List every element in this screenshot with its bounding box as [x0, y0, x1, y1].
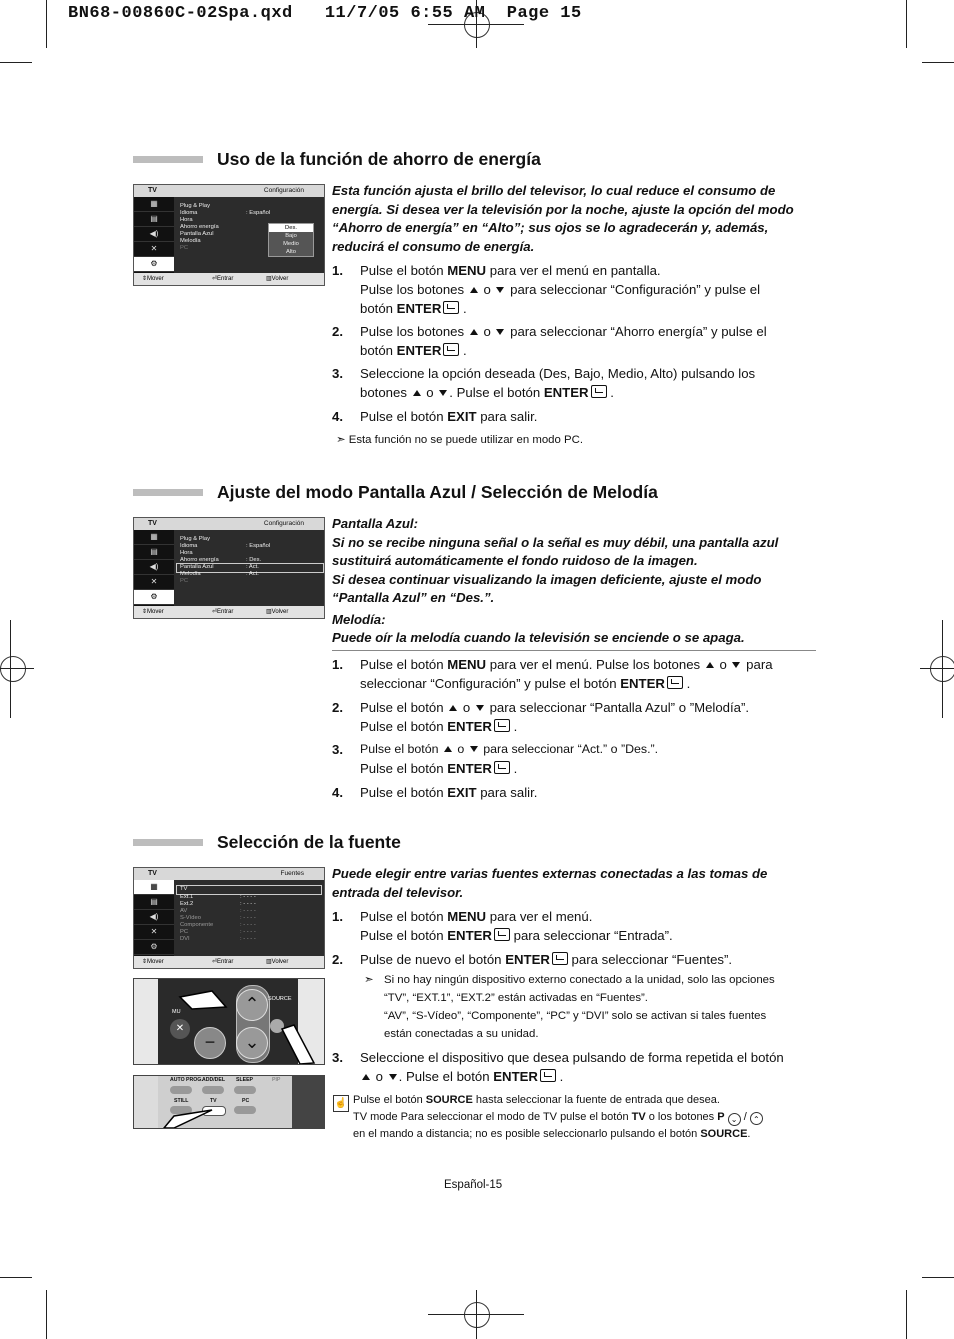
step-4: 4. Pulse el botón EXIT para salir. [332, 785, 538, 800]
menu-heading: Configuración [263, 187, 304, 194]
crop-mark [0, 62, 32, 63]
up-arrow-icon [706, 662, 714, 668]
crop-mark [922, 62, 954, 63]
add-del-label: ADD/DEL [202, 1077, 226, 1083]
menu-row: Componente [180, 922, 214, 928]
down-arrow-icon [496, 287, 504, 293]
page-footer: Español-15 [444, 1179, 503, 1191]
menu-row: S-Vídeo [180, 915, 201, 921]
input-icon: ▦ [134, 880, 174, 895]
menu-value: : - - - - [240, 936, 256, 942]
menu-row: PC [180, 578, 189, 584]
menu-value: : - - - - [240, 929, 256, 935]
step-2: 2. Pulse el botón o para seleccionar “Pantalla Azul” o ”Melodía”. Pulse el botón ENTER . [332, 700, 750, 734]
menu-sidebar [134, 197, 174, 273]
auto-prog-label: AUTO PROG. [170, 1077, 203, 1083]
divider [332, 650, 816, 651]
step-4: 4. Pulse el botón EXIT para salir. [332, 409, 538, 424]
menu-row: PC [180, 929, 189, 935]
pointer-arrows [134, 979, 324, 1064]
menu-row: Ahorro energía [180, 224, 219, 230]
menu-value: : Act. [246, 571, 259, 577]
step-1: 1. Pulse el botón MENU para ver el menú. Pulse los botones o para seleccionar “Configuración” y pulse el botón ENTER . [332, 657, 773, 691]
crop-mark [922, 1277, 954, 1278]
step-2: 2. Pulse de nuevo el botón ENTER para seleccionar “Fuentes”. [332, 952, 733, 967]
step-3: 3. Pulse el botón o para seleccionar “Act.” o ”Des.”. Pulse el botón ENTER . [332, 742, 659, 776]
option-popup [268, 223, 314, 257]
menu-heading: Fuentes [280, 870, 304, 877]
setup-icon: ⚙ [134, 940, 174, 955]
pc-label: PC [242, 1098, 250, 1104]
down-arrow-icon [439, 390, 447, 396]
remote-photo [133, 1075, 325, 1129]
pip-label: PIP [272, 1077, 281, 1083]
note: ➣ Si no hay ningún dispositivo externo conectado a la unidad, solo las opciones “TV”, “EXT.1”, “EXT.2” están activadas en “Fuentes”. “AV”, “S-Vídeo”, “Componente”, “PC” y “DVI” solo se activan si tales fuentes están conectadas a su unidad. [364, 971, 824, 1043]
enter-icon [494, 928, 510, 941]
option-item: Bajo [285, 233, 297, 239]
menu-row: Melodía [180, 238, 201, 244]
tv-label: TV [210, 1098, 217, 1104]
sound-icon: ◀) [134, 560, 174, 575]
down-arrow-icon [476, 705, 484, 711]
section-intro: Pantalla Azul: Si no se recibe ninguna señal o la señal es muy débil, una pantalla azul sustituirá automáticamente el fondo ruidoso de la imagen. Si desea continuar visualizando la imagen deficiente, ajuste el modo “Pantalla Azul” en “Des.”. Melodía: Puede oír la melodía cuando la televisión se enciende o se apaga. [332, 516, 779, 645]
still-label: STILL [174, 1098, 189, 1104]
menu-value: : - - - - [240, 915, 256, 921]
setup-icon: ⚙ [134, 590, 174, 605]
menu-value: : - - - - [240, 922, 256, 928]
note: ➣ Esta función no se puede utilizar en modo PC. [336, 434, 583, 446]
step-3: 3. Seleccione el dispositivo que desea pulsando de forma repetida el botón o . Pulse el botón ENTER . [332, 1050, 784, 1084]
step-1: 1. Pulse el botón MENU para ver el menú. Pulse el botón ENTER para seleccionar “Entrada”. [332, 909, 673, 943]
menu-row: Plug & Play [180, 536, 210, 542]
antenna-icon: ✕ [134, 575, 174, 590]
menu-tab: TV [148, 520, 157, 527]
crop-mark [46, 0, 47, 48]
menu-value: : Español [246, 210, 271, 216]
up-arrow-icon [362, 1074, 370, 1080]
section-bar [133, 839, 203, 846]
enter-icon [552, 952, 568, 965]
note-arrow-icon: ➣ [364, 974, 374, 986]
tip: Pulse el botón SOURCE hasta seleccionar la fuente de entrada que desea. TV mode Para seleccionar el modo de TV pulse el botón TV o los botones P ⌄ / ⌃ en el mando a distancia; no es posible seleccionarlo pulsando el botón SOURCE. [353, 1092, 823, 1143]
menu-row: Ahorro energía [180, 557, 219, 563]
sleep-label: SLEEP [236, 1077, 254, 1083]
option-item: Des. [269, 224, 313, 232]
menu-row: Pantalla Azul [180, 231, 214, 237]
section-bar [133, 489, 203, 496]
up-arrow-icon [449, 705, 457, 711]
crop-mark [920, 668, 954, 669]
step-2: 2. Pulse los botones o para seleccionar “Ahorro energía” y pulse el botón ENTER . [332, 324, 767, 358]
picture-icon: ▤ [134, 895, 174, 910]
menu-footer: ⇕Mover ⏎Entrar ▥Volver [134, 956, 324, 968]
enter-hint: ⏎Entrar [212, 276, 234, 282]
channel-icon: ▤ [134, 212, 174, 227]
hand-pointer-icon: ☝ [333, 1095, 349, 1112]
menu-row: Pantalla Azul [180, 564, 214, 570]
menu-value: : - - - - [240, 908, 256, 914]
crop-mark [942, 620, 943, 718]
menu-value: : - - - - [240, 894, 256, 900]
menu-row: DVI [180, 936, 190, 942]
menu-footer [134, 273, 324, 285]
move-hint: ⇕Mover [142, 276, 164, 282]
enter-icon [494, 719, 510, 732]
registration-mark [0, 656, 26, 682]
sound-icon: ◀) [134, 227, 174, 242]
print-header: BN68-00860C-02Spa.qxd 11/7/05 6:55 AM Page 15 [68, 4, 582, 23]
menu-row: TV [180, 886, 188, 892]
menu-row: Plug & Play [180, 203, 210, 209]
antenna-icon: ✕ [134, 925, 174, 940]
crop-mark [46, 1290, 47, 1339]
menu-footer: ⇕Mover ⏎Entrar ▥Volver [134, 606, 324, 618]
picture-icon: ▦ [134, 197, 174, 212]
enter-icon [591, 385, 607, 398]
menu-value: : Español [246, 543, 271, 549]
crop-mark [10, 620, 11, 718]
section-intro: Puede elegir entre varias fuentes externas conectadas a las tomas de entrada del televisor. [332, 866, 768, 900]
section-title: Ajuste del modo Pantalla Azul / Selección de Melodía [217, 482, 658, 502]
option-item: Alto [286, 249, 296, 255]
sound-icon: ◀) [134, 910, 174, 925]
menu-body [174, 880, 324, 956]
tv-menu-screen [133, 517, 325, 619]
menu-tab: TV [148, 187, 157, 194]
section-title: Selección de la fuente [217, 832, 401, 852]
section-intro: Esta función ajusta el brillo del televisor, lo cual reduce el consumo de energía. Si desea ver la televisión por la noche, ajuste la opción del modo “Ahorro de energía” en “Alto”; sus ojos se lo agradecerán y, además, reducirá el consumo de energía. [332, 183, 794, 254]
remote-photo [133, 978, 325, 1065]
menu-value: : Des. [246, 557, 262, 563]
minus-icon: − [194, 1027, 226, 1059]
down-arrow-icon [732, 662, 740, 668]
picture-icon: ▦ [134, 530, 174, 545]
enter-icon [443, 343, 459, 356]
source-label: SOURCE [268, 996, 292, 1002]
menu-value: : Act. [246, 564, 259, 570]
enter-icon [667, 676, 683, 689]
menu-row: Melodía [180, 571, 201, 577]
enter-icon [494, 761, 510, 774]
down-arrow-icon [470, 746, 478, 752]
crop-mark [428, 1314, 524, 1315]
down-arrow-icon [389, 1074, 397, 1080]
option-item: Medio [283, 241, 299, 247]
step-1: 1. Pulse el botón MENU para ver el menú en pantalla. Pulse los botones o para seleccionar “Configuración” y pulse el botón ENTER . [332, 263, 761, 316]
mute-icon: ✕ [170, 1019, 190, 1039]
crop-mark [906, 1290, 907, 1339]
menu-heading: Configuración [263, 520, 304, 527]
menu-tab: TV [148, 870, 157, 877]
step-3: 3. Seleccione la opción deseada (Des, Bajo, Medio, Alto) pulsando los botones o . Pulse el botón ENTER . [332, 366, 756, 400]
menu-row: Hora [180, 217, 193, 223]
menu-row: Hora [180, 550, 193, 556]
menu-row: AV [180, 908, 188, 914]
up-arrow-icon [470, 329, 478, 335]
menu-body [174, 530, 324, 606]
menu-sidebar [134, 880, 174, 956]
enter-icon [443, 301, 459, 314]
up-arrow-icon [444, 746, 452, 752]
crop-mark [0, 1277, 32, 1278]
crop-mark [906, 0, 907, 48]
section-title: Uso de la función de ahorro de energía [217, 149, 541, 169]
menu-value: : - - - - [240, 901, 256, 907]
chevron-down-icon: ⌄ [236, 1027, 268, 1059]
tv-menu-screen [133, 867, 325, 969]
up-arrow-icon [470, 287, 478, 293]
channel-icon: ▤ [134, 545, 174, 560]
crop-mark [0, 668, 34, 669]
enter-icon [540, 1069, 556, 1082]
menu-row: Ext.1 [180, 894, 194, 900]
chevron-up-icon: ⌃ [750, 1112, 763, 1125]
return-hint: ▥Volver [266, 276, 289, 282]
down-arrow-icon [496, 329, 504, 335]
chevron-up-icon: ⌃ [236, 989, 268, 1021]
menu-sidebar [134, 530, 174, 606]
chevron-down-icon: ⌄ [728, 1113, 741, 1126]
tv-menu-screen [133, 184, 325, 286]
pointer-arrows [134, 1076, 324, 1128]
registration-mark [464, 1302, 490, 1328]
note-arrow-icon: ➣ [336, 434, 349, 446]
antenna-icon: ✕ [134, 242, 174, 257]
menu-row: PC [180, 245, 189, 251]
menu-row: Idioma [180, 210, 198, 216]
menu-row: Idioma [180, 543, 198, 549]
crop-mark [428, 24, 524, 25]
mute-label: MU [172, 1009, 181, 1015]
menu-row: Ext.2 [180, 901, 194, 907]
up-arrow-icon [413, 390, 421, 396]
section-bar [133, 156, 203, 163]
menu-body [174, 197, 324, 273]
setup-icon: ⚙ [134, 257, 174, 272]
